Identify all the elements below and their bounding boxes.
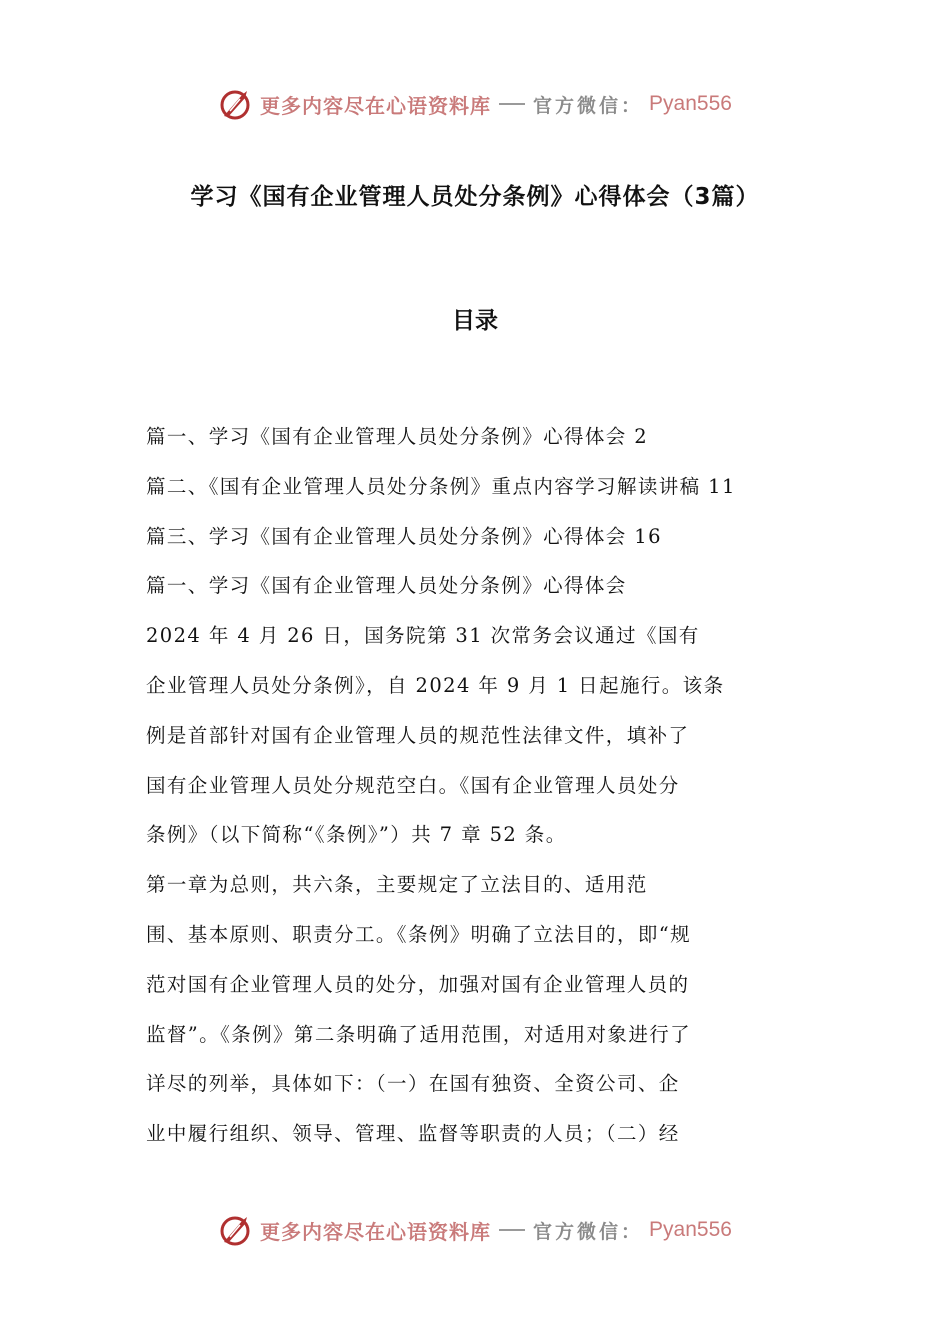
banner-wechat-handle: Pyan556 bbox=[649, 92, 732, 115]
paragraph-line: 例是首部针对国有企业管理人员的规范性法律文件，填补了 bbox=[146, 723, 690, 747]
document-body bbox=[146, 412, 826, 1159]
section-heading: 篇一、学习《国有企业管理人员处分条例》心得体会 bbox=[146, 574, 627, 598]
paragraph-line: 详尽的列举，具体如下：（一）在国有独资、全资公司、企 bbox=[146, 1072, 680, 1096]
paragraph-line: 2024 年 4 月 26 日，国务院第 31 次常务会议通过《国有 bbox=[146, 624, 700, 648]
banner-dash-divider bbox=[499, 1229, 525, 1231]
paragraph-line: 条例》（以下简称“《条例》”）共 7 章 52 条。 bbox=[146, 823, 567, 847]
banner-dash-divider bbox=[499, 103, 525, 105]
header-watermark-banner bbox=[0, 84, 950, 124]
banner-brand-text: 更多内容尽在心语资料库 bbox=[260, 93, 492, 118]
footer-watermark-banner bbox=[0, 1210, 950, 1250]
paragraph-line: 企业管理人员处分条例》，自 2024 年 9 月 1 日起施行。该条 bbox=[146, 673, 725, 697]
toc-entry-2[interactable]: 篇二、《国有企业管理人员处分条例》重点内容学习解读讲稿 11 bbox=[146, 474, 736, 498]
paragraph-line: 国有企业管理人员处分规范空白。《国有企业管理人员处分 bbox=[146, 773, 680, 797]
banner-official-label: 官方微信： bbox=[533, 94, 644, 117]
toc-entry-1[interactable]: 篇一、学习《国有企业管理人员处分条例》心得体会 2 bbox=[146, 425, 649, 448]
banner-official-label: 官方微信： bbox=[533, 1220, 644, 1243]
paragraph-line: 监督”。《条例》第二条明确了适用范围，对适用对象进行了 bbox=[146, 1022, 692, 1046]
document-title: 学习《国有企业管理人员处分条例》心得体会（3篇） bbox=[190, 184, 760, 210]
paragraph-line: 第一章为总则，共六条，主要规定了立法目的、适用范 bbox=[146, 873, 648, 897]
banner-wechat-handle: Pyan556 bbox=[649, 1218, 732, 1241]
quill-pen-logo-icon bbox=[218, 1212, 254, 1248]
paragraph-line: 范对国有企业管理人员的处分，加强对国有企业管理人员的 bbox=[146, 972, 690, 996]
paragraph-line: 业中履行组织、领导、管理、监督等职责的人员；（二）经 bbox=[146, 1122, 680, 1146]
banner-brand-text: 更多内容尽在心语资料库 bbox=[260, 1219, 492, 1244]
toc-heading: 目录 bbox=[452, 308, 498, 334]
paragraph-line: 围、基本原则、职责分工。《条例》明确了立法目的，即“规 bbox=[146, 922, 692, 946]
quill-pen-logo-icon bbox=[218, 86, 254, 122]
toc-entry-3[interactable]: 篇三、学习《国有企业管理人员处分条例》心得体会 16 bbox=[146, 524, 662, 548]
